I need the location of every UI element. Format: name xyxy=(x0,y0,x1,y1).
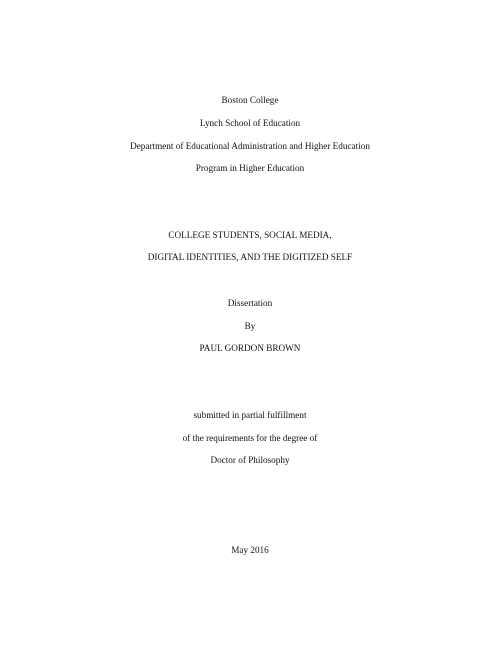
dissertation-title-line-1: COLLEGE STUDENTS, SOCIAL MEDIA, xyxy=(168,230,332,240)
by-label: By xyxy=(244,321,256,331)
degree-name: Doctor of Philosophy xyxy=(210,455,290,465)
college-name: Boston College xyxy=(221,95,279,105)
submission-line-1: submitted in partial fulfillment xyxy=(193,410,307,420)
department-name: Department of Educational Administration and Higher Education xyxy=(130,141,370,151)
document-type: Dissertation xyxy=(227,298,273,308)
author-name: PAUL GORDON BROWN xyxy=(199,343,301,353)
submission-line-2: of the requirements for the degree of xyxy=(182,433,318,443)
school-name: Lynch School of Education xyxy=(199,118,301,128)
submission-date: May 2016 xyxy=(231,545,269,555)
dissertation-title-line-2: DIGITAL IDENTITIES, AND THE DIGITIZED SELF xyxy=(147,252,353,262)
program-name: Program in Higher Education xyxy=(195,163,305,173)
